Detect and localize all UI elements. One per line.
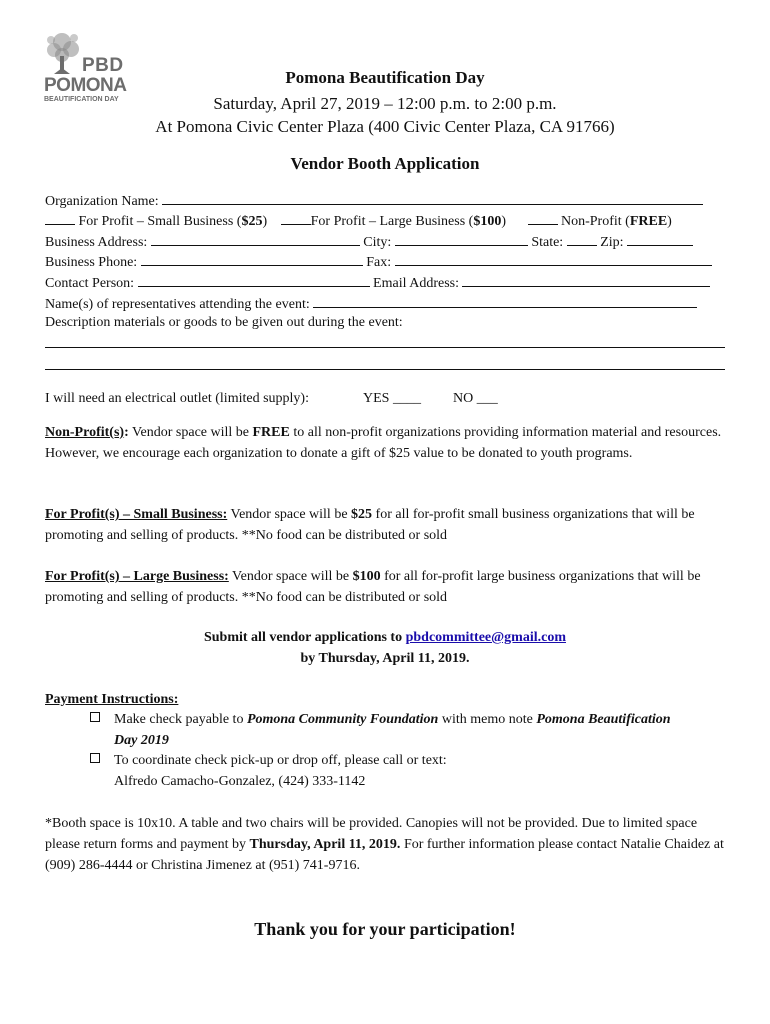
email-field[interactable] [462,272,710,287]
state-label: State: [531,235,564,250]
contact-label: Contact Person: [45,276,135,291]
large-business-heading: For Profit(s) – Large Business: [45,569,229,584]
small-business-blank[interactable] [45,210,75,225]
event-location: At Pomona Civic Center Plaza (400 Civic Center Plaza, CA 91766) [155,117,615,136]
booth-paragraph: *Booth space is 10x10. A table and two chairs will be provided. Canopies will not be provided. Due to limited space please return forms and payment by Thursday, April 11, 2019. For further information please contact Natalie Chaidez at (909) 286-4444 or Christina Jimenez at (951) 741-9716. [45,816,724,873]
description-line-1[interactable] [45,347,725,348]
city-field[interactable] [395,231,528,246]
reps-row [45,293,697,315]
large-business-paragraph: For Profit(s) – Large Business: Vendor space will be $100 for all for-profit large business organizations that will be promoting and selling of products. **No food can be distributed or sold [45,569,701,605]
electrical-no[interactable]: NO ___ [453,391,498,406]
non-profit-paragraph: Non-Profit(s): Vendor space will be FREE to all non-profit organizations providing information material and resources. However, we encourage each organization to donate a gift of $25 value to be donated to youth programs. [45,425,722,461]
state-field[interactable] [567,231,597,246]
payment-contact: Alfredo Camacho-Gonzalez, (424) 333-1142 [114,774,366,789]
payment-heading: Payment Instructions: [45,692,179,707]
description-label: Description materials or goods to be given out during the event: [45,315,403,330]
form-title: Vendor Booth Application [290,154,480,173]
small-business-paragraph: For Profit(s) – Small Business: Vendor space will be $25 for all for-profit small business organizations that will be promoting and selling of products. **No food can be distributed or sold [45,507,695,543]
small-business-label: For Profit – Small Business ($25) [78,214,268,229]
org-name-label: Organization Name: [45,194,159,209]
zip-field[interactable] [627,231,693,246]
description-line-2[interactable] [45,369,725,370]
org-name-field[interactable] [162,190,703,205]
phone-row [45,251,712,273]
submit-line: Submit all vendor applications to pbdcommittee@gmail.com [203,630,566,645]
zip-label: Zip: [600,235,624,250]
phone-field[interactable] [141,251,363,266]
city-label: City: [363,235,392,250]
checkbox-icon [90,712,100,722]
contact-row [45,272,710,294]
business-type-row [45,210,672,232]
event-date: Saturday, April 27, 2019 – 12:00 p.m. to 2:00 p.m. [213,94,557,113]
non-profit-heading: Non-Profit(s) [45,425,125,440]
payment-item-2: To coordinate check pick-up or drop off, please call or text: [90,751,447,771]
fax-field[interactable] [395,251,712,266]
logo-pbd: PBD [82,55,124,76]
phone-label: Business Phone: [45,255,138,270]
electrical-yes[interactable]: YES ____ [363,391,421,406]
non-profit-label: Non-Profit (FREE) [561,214,672,229]
electrical-label: I will need an electrical outlet (limited supply): [45,391,309,406]
reps-field[interactable] [313,293,697,308]
address-row [45,231,693,253]
large-business-blank[interactable] [281,210,311,225]
logo-pomona: POMONA [44,75,127,96]
event-title: Pomona Beautification Day [285,68,485,87]
submit-email-link[interactable]: pbdcommittee@gmail.com [405,630,566,645]
fax-label: Fax: [366,255,392,270]
payment-item-1: Make check payable to Pomona Community Foundation with memo note Pomona Beautification [90,710,671,730]
org-name-row [45,190,703,212]
non-profit-blank[interactable] [528,210,558,225]
reps-label: Name(s) of representatives attending the event: [45,297,310,312]
submit-deadline: by Thursday, April 11, 2019. [300,651,470,666]
large-business-label: For Profit – Large Business ($100) [310,214,506,229]
checkbox-icon [90,753,100,763]
small-business-heading: For Profit(s) – Small Business: [45,507,228,522]
address-field[interactable] [151,231,360,246]
thank-you: Thank you for your participation! [254,919,516,939]
contact-field[interactable] [138,272,370,287]
email-label: Email Address: [373,276,459,291]
payment-item-1-cont: Day 2019 [114,733,169,748]
logo-beautification-day: BEAUTIFICATION DAY [44,96,119,103]
address-label: Business Address: [45,235,148,250]
